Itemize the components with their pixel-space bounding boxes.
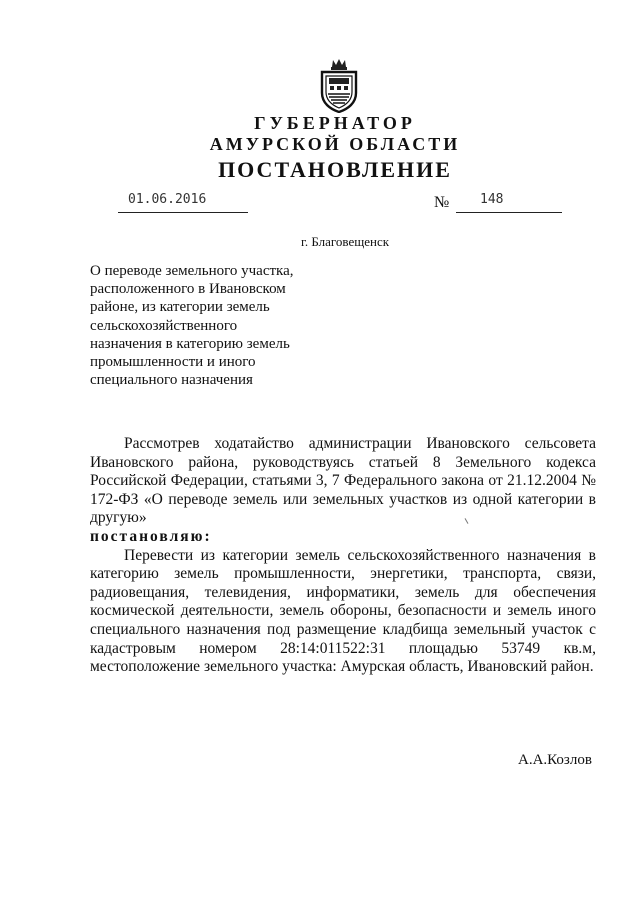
header-title-governor: ГУБЕРНАТОР bbox=[254, 113, 416, 133]
subject-line: промышленности и иного bbox=[90, 354, 256, 371]
number-label: № bbox=[434, 194, 450, 211]
header-title-region: АМУРСКОЙ ОБЛАСТИ bbox=[209, 134, 461, 154]
subject-line: специального назначения bbox=[90, 372, 253, 389]
subject-line: районе, из категории земель bbox=[90, 299, 270, 316]
date-field bbox=[118, 192, 248, 213]
subject-line: расположенного в Ивановском bbox=[90, 281, 286, 298]
subject-line: сельскохозяйственного bbox=[90, 317, 238, 334]
subject-block bbox=[90, 262, 320, 389]
resolve-keyword: постановляю: bbox=[90, 527, 212, 545]
document-body bbox=[90, 435, 596, 677]
document-type-title: ПОСТАНОВЛЕНИЕ bbox=[218, 157, 452, 182]
city-label: г. Благовещенск bbox=[300, 234, 390, 249]
main-paragraph: Перевести из категории земель сельскохозяйственного назначения в категорию земель промышленности, энергетики, транспорта, связи, радиовещания, телевидения, информатики, земель для обеспечения космической деятельности, земель обороны, безопасности и земель иного специального назначения под размещение кладбища земельный участок с кадастровым номером 28:14:011522:31 площадью 53749 кв.м, местоположение земельного участка: Амурская область, Ивановский район. bbox=[90, 546, 596, 676]
signature-name: А.А.Козлов bbox=[518, 752, 592, 768]
subject-line: О переводе земельного участка, bbox=[90, 263, 294, 279]
coat-of-arms-emblem bbox=[318, 57, 360, 113]
number-value: 148 bbox=[480, 192, 504, 207]
number-field bbox=[456, 192, 562, 213]
subject-line: назначения в категорию земель bbox=[90, 335, 290, 352]
intro-paragraph: Рассмотрев ходатайство администрации Ивановского сельсовета Ивановского района, руководствуясь статьей 8 Земельного кодекса Российской Федерации, статьями 3, 7 Федерального закона от 21.12.2004 № 172-ФЗ «О переводе земель или земельных участков из одной категории в другую» bbox=[90, 435, 596, 527]
date-value: 01.06.2016 bbox=[128, 192, 207, 207]
